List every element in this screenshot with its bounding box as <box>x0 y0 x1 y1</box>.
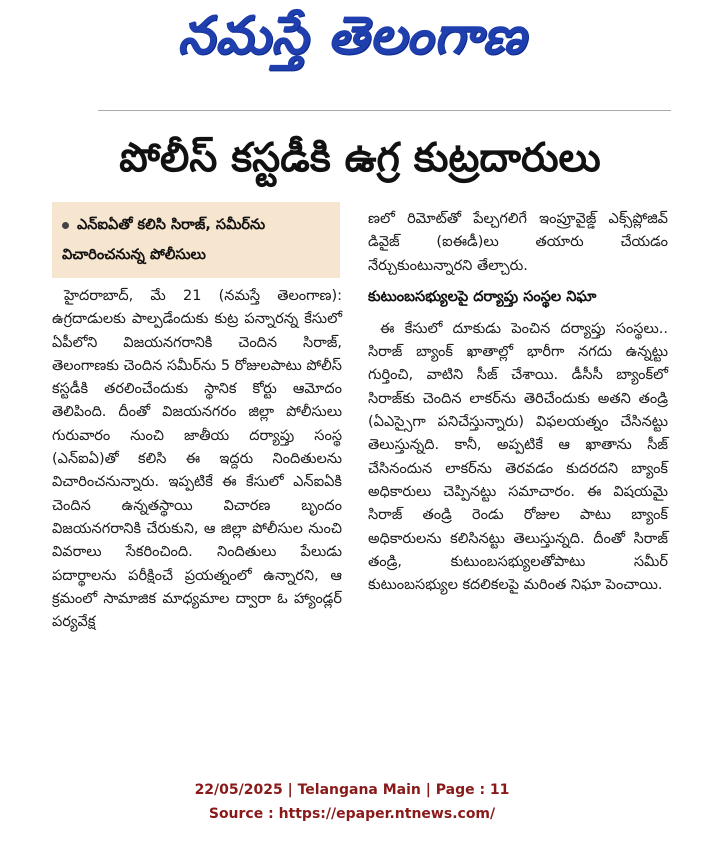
highlight-text: ఎన్ఐఏతో కలిసి సిరాజ్, సమీర్‌ను విచారించనున్న పోలీసులు <box>62 217 266 263</box>
article-subheading: కుటుంబసభ్యులపై దర్యాప్తు సంస్థల నిఘా <box>368 288 597 305</box>
footer-date-page: 22/05/2025 | Telangana Main | Page : 11 <box>194 782 510 798</box>
highlight-box <box>52 202 340 278</box>
article-paragraph: ఈ కేసులో దూకుడు పెంచిన దర్యాప్తు సంస్థలు.. సిరాజ్ బ్యాంక్ ఖాతాల్లో భారీగా నగదు ఉన్నట్టు గుర్తించి, వాటిని సీజ్ చేశాయి. డీసీసీ బ్యాంక్‌లో సిరాజ్‌కు చెందిన లాకర్‌ను తెరిచేందుకు అతని తండ్రి (ఏఎస్సైగా పనిచేస్తున్నారు) విఫలయత్నం చేసినట్టు తెలుస్తున్నది. కానీ, అప్పటికే ఆ ఖాతాను సీజ్ చేసినందున లాకర్‌ను తెరవడం కుదరదని బ్యాంక్ అధికారులు చెప్పినట్టు సమాచారం. ఈ విషయమై సిరాజ్ తండ్రి రెండు రోజుల పాటు బ్యాంక్ అధికారులను కలిసినట్టు తెలుస్తున్నది. దీంతో సిరాజ్ తండ్రి, కుటుంబసభ్యులతోపాటు సమీర్ కుటుంబసభ్యుల కదలికలపై మరింత నిఘా పెంచాయి. <box>368 320 668 594</box>
masthead-title: నమస్తే తెలంగాణ <box>177 6 527 66</box>
highlight-line <box>62 210 330 270</box>
article-column-left <box>52 285 342 634</box>
bullet-icon <box>62 222 69 229</box>
article-column-right <box>368 208 668 597</box>
article-paragraph: ణలో రిమోట్‌తో పేల్చగలిగే ఇంప్రూవైజ్డ్ ఎక్స్‌ప్లోజివ్ డివైజ్ (ఐఈడీ)లు తయారు చేయడం నేర్చుకుంటున్నారని తేల్చారు. <box>368 211 668 274</box>
masthead-divider <box>98 110 671 111</box>
footer-source: Source : https://epaper.ntnews.com/ <box>208 806 496 822</box>
headline: పోలీస్ కస్టడీకి ఉగ్ర కుట్రదారులు <box>119 135 601 181</box>
article-paragraph: హైదరాబాద్, మే 21 (నమస్తే తెలంగాణ): ఉగ్రదాడులకు పాల్పడేందుకు కుట్ర పన్నారన్న కేసులో ఏపీలోని విజయనగరానికి చెందిన సిరాజ్, తెలంగాణకు చెందిన సమీర్‌ను 5 రోజులపాటు పోలీస్ కస్టడీకి తరలించేందుకు స్థానిక కోర్టు ఆమోదం తెలిపింది. దీంతో విజయనగరం జిల్లా పోలీసులు గురువారం నుంచి జాతీయ దర్యాప్తు సంస్థ (ఎన్ఐఏ)తో కలిసి ఈ ఇద్దరు నిందితులను విచారించనున్నారు. ఇప్పటికే ఈ కేసులో ఎన్ఐఏకి చెందిన ఉన్నతస్థాయి విచారణ బృందం విజయనగరానికి చేరుకుని, ఆ జిల్లా పోలీసుల నుంచి వివరాలు సేకరించింది. నిందితులు పేలుడు పదార్థాలను పరీక్షించే ప్రయత్నంలో ఉన్నారని, ఆ క్రమంలో సామాజిక మాధ్యమాల ద్వారా ఓ హ్యాండ్లర్ పర్యవేక్ష <box>52 288 342 631</box>
